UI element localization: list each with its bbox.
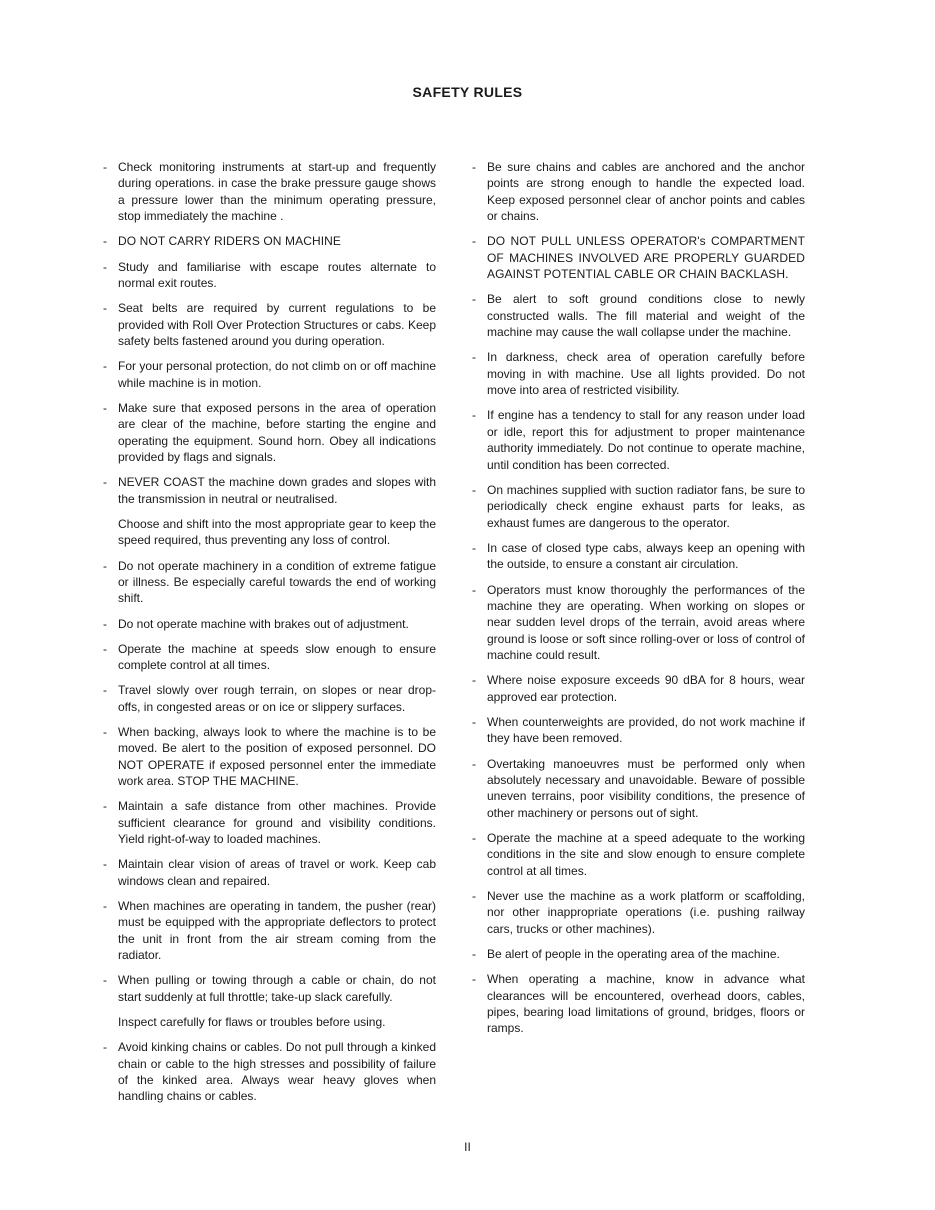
rule-text: DO NOT CARRY RIDERS ON MACHINE bbox=[118, 234, 342, 249]
rule-bullet: - bbox=[472, 673, 476, 688]
rule-item bbox=[103, 798, 436, 847]
rule-item bbox=[103, 474, 436, 507]
rule-bullet: - bbox=[103, 641, 107, 656]
rule-item bbox=[472, 540, 805, 573]
rule-item bbox=[472, 971, 805, 1037]
rule-item bbox=[103, 898, 436, 964]
rule-text: Do not operate machinery in a condition of extreme fatigue or illness. Be especially careful towards the end of working shift. bbox=[118, 558, 436, 606]
rule-bullet: - bbox=[103, 359, 107, 374]
rule-text: When pulling or towing through a cable or chain, do not start suddenly at full throttle; take-up slack carefully. bbox=[118, 973, 436, 1004]
rule-bullet: - bbox=[103, 259, 107, 274]
rule-text: If engine has a tendency to stall for any reason under load or idle, report this for adjustment to proper maintenance authority immediately. Do not continue to operate machine, until condition has been corrected. bbox=[487, 408, 805, 472]
rule-bullet: - bbox=[103, 857, 107, 872]
rule-text: Check monitoring instruments at start-up and frequently during operations. in case the brake pressure gauge shows a pressure lower than the minimum operating pressure, stop immediately the machine . bbox=[118, 160, 436, 224]
rule-text: Maintain clear vision of areas of travel or work. Keep cab windows clean and repaired. bbox=[118, 857, 436, 888]
rule-text: Avoid kinking chains or cables. Do not pull through a kinked chain or cable to the high stresses and possibility of failure of the kinked area. Always wear heavy gloves when handling chains or cables. bbox=[118, 1040, 436, 1104]
rule-item bbox=[103, 358, 436, 391]
rule-item bbox=[103, 972, 436, 1005]
rule-text: Be sure chains and cables are anchored and the anchor points are strong enough to handle the expected load. Keep exposed personnel clear of anchor points and cables or chains. bbox=[487, 160, 805, 224]
rule-bullet: - bbox=[472, 830, 476, 845]
rule-bullet: - bbox=[472, 292, 476, 307]
rule-text: Where noise exposure exceeds 90 dBA for 8 hours, wear approved ear protection. bbox=[487, 673, 805, 704]
rule-text: In darkness, check area of operation carefully before moving in with machine. Use all lights provided. Do not move into area of restricted visibility. bbox=[487, 350, 805, 398]
rule-text: When machines are operating in tandem, the pusher (rear) must be equipped with the appropriate deflectors to protect the unit in front from the air stream coming from the radiator. bbox=[118, 898, 436, 963]
rule-item bbox=[472, 672, 805, 705]
rule-bullet: - bbox=[472, 582, 476, 597]
rule-text: Seat belts are required by current regulations to be provided with Roll Over Protection Structures or cabs. Keep safety belts fastened around you during operation. bbox=[118, 301, 436, 349]
rule-item bbox=[472, 407, 805, 473]
rule-text: Make sure that exposed persons in the area of operation are clear of the machine, before starting the engine and operating the equipment. Sound horn. Obey all indications provided by flags and signals. bbox=[118, 400, 436, 465]
rule-bullet: - bbox=[103, 724, 107, 739]
rule-bullet: - bbox=[472, 350, 476, 365]
rule-item bbox=[103, 856, 436, 889]
rule-text: NEVER COAST the machine down grades and slopes with the transmission in neutral or neutralised. bbox=[118, 475, 436, 506]
rule-text: For your personal protection, do not climb on or off machine while machine is in motion. bbox=[118, 359, 436, 390]
rule-bullet: - bbox=[103, 234, 107, 249]
rule-item bbox=[103, 233, 436, 249]
rule-bullet: - bbox=[103, 400, 107, 415]
rule-item bbox=[103, 259, 436, 292]
rule-bullet: - bbox=[103, 973, 107, 988]
rule-item bbox=[103, 1039, 436, 1105]
rule-text: Study and familiarise with escape routes alternate to normal exit routes. bbox=[118, 259, 436, 291]
rule-bullet: - bbox=[103, 799, 107, 814]
rule-item bbox=[472, 888, 805, 937]
rule-bullet bbox=[103, 516, 118, 549]
rule-bullet: - bbox=[103, 558, 107, 573]
rule-bullet: - bbox=[472, 972, 476, 987]
rule-text: When operating a machine, know in advance what clearances will be encountered, overhead doors, cables, pipes, bearing load limitations of ground, bridges, floors or ramps. bbox=[487, 972, 805, 1036]
rule-text: Maintain a safe distance from other machines. Provide sufficient clearance for ground and visibility conditions. Yield right-of-way to loaded machines. bbox=[118, 799, 436, 847]
rule-item bbox=[472, 482, 805, 531]
rule-item bbox=[103, 516, 436, 549]
rule-item bbox=[472, 233, 805, 282]
rule-item bbox=[103, 616, 436, 632]
rule-bullet: - bbox=[472, 234, 476, 249]
rule-item bbox=[103, 724, 436, 790]
rule-text: Travel slowly over rough terrain, on slopes or near drop-offs, in congested areas or on ice or slippery surfaces. bbox=[118, 683, 436, 714]
rule-text: Inspect carefully for flaws or troubles before using. bbox=[118, 1015, 386, 1030]
rule-item bbox=[103, 641, 436, 674]
page-title: SAFETY RULES bbox=[412, 84, 523, 100]
rule-item bbox=[103, 1014, 436, 1030]
rule-bullet: - bbox=[103, 898, 107, 913]
rule-text: On machines supplied with suction radiator fans, be sure to periodically check engine exhaust parts for leaks, as exhaust fumes are dangerous to the operator. bbox=[487, 482, 805, 530]
rule-bullet: - bbox=[103, 301, 107, 316]
rule-bullet bbox=[103, 1014, 118, 1030]
rule-text: Be alert of people in the operating area of the machine. bbox=[487, 947, 780, 962]
rule-item bbox=[472, 756, 805, 822]
rule-text: Operate the machine at a speed adequate to the working conditions in the site and slow enough to ensure complete control at all times. bbox=[487, 830, 805, 878]
rule-text: Be alert to soft ground conditions close to newly constructed walls. The fill material and weight of the machine may cause the wall collapse under the machine. bbox=[487, 292, 805, 340]
right-column bbox=[472, 159, 805, 1046]
rule-bullet: - bbox=[472, 408, 476, 423]
page-number: II bbox=[464, 1140, 471, 1154]
rule-bullet: - bbox=[472, 756, 476, 771]
left-column bbox=[103, 159, 436, 1114]
rule-bullet: - bbox=[472, 160, 476, 174]
rule-item bbox=[472, 159, 805, 225]
rule-text: Operators must know thoroughly the performances of the machine they are operating. When working on slopes or near sudden level drops of the terrain, avoid areas where ground is loose or soft since rolling-over or loss of control of machine could result. bbox=[487, 582, 805, 663]
rule-bullet: - bbox=[103, 475, 107, 490]
rule-bullet: - bbox=[103, 683, 107, 698]
rule-bullet: - bbox=[472, 714, 476, 729]
rule-item bbox=[472, 291, 805, 340]
rule-text: Do not operate machine with brakes out of adjustment. bbox=[118, 616, 409, 631]
rule-bullet: - bbox=[103, 1040, 107, 1055]
rule-item bbox=[472, 349, 805, 398]
rule-item bbox=[103, 400, 436, 466]
rule-text: Operate the machine at speeds slow enough to ensure complete control at all times. bbox=[118, 641, 436, 673]
rule-bullet: - bbox=[472, 540, 476, 555]
rule-item bbox=[472, 946, 805, 962]
rule-text: Choose and shift into the most appropriate gear to keep the speed required, thus preventing any loss of control. bbox=[118, 516, 436, 548]
rule-text: DO NOT PULL UNLESS OPERATOR's COMPARTMENT OF MACHINES INVOLVED ARE PROPERLY GUARDED AGAINST POTENTIAL CABLE OR CHAIN BACKLASH. bbox=[487, 234, 805, 282]
rule-text: Overtaking manoeuvres must be performed only when absolutely necessary and unavoidable. Beware of possible uneven terrains, poor visibility conditions, the presence of other machinery or persons out of sight. bbox=[487, 756, 805, 820]
rule-item bbox=[472, 830, 805, 879]
rule-text: When counterweights are provided, do not work machine if they have been removed. bbox=[487, 714, 805, 746]
rule-item bbox=[103, 300, 436, 349]
rule-text: When backing, always look to where the machine is to be moved. Be alert to the position of exposed personnel. DO NOT OPERATE if exposed personnel enter the immediate work area. STOP THE MACHINE. bbox=[118, 724, 436, 789]
rule-item bbox=[103, 682, 436, 715]
rule-item bbox=[472, 714, 805, 747]
rule-text: In case of closed type cabs, always keep an opening with the outside, to ensure a constant air circulation. bbox=[487, 540, 805, 572]
rule-bullet: - bbox=[472, 482, 476, 497]
rule-text: Never use the machine as a work platform or scaffolding, nor other inappropriate operations (i.e. pushing railway cars, trucks or other machines). bbox=[487, 889, 805, 936]
rule-item bbox=[472, 582, 805, 664]
rule-item bbox=[103, 159, 436, 225]
rule-bullet: - bbox=[472, 889, 476, 903]
rule-bullet: - bbox=[472, 947, 476, 962]
rule-bullet: - bbox=[103, 616, 107, 631]
rule-bullet: - bbox=[103, 160, 107, 174]
rule-item bbox=[103, 558, 436, 607]
